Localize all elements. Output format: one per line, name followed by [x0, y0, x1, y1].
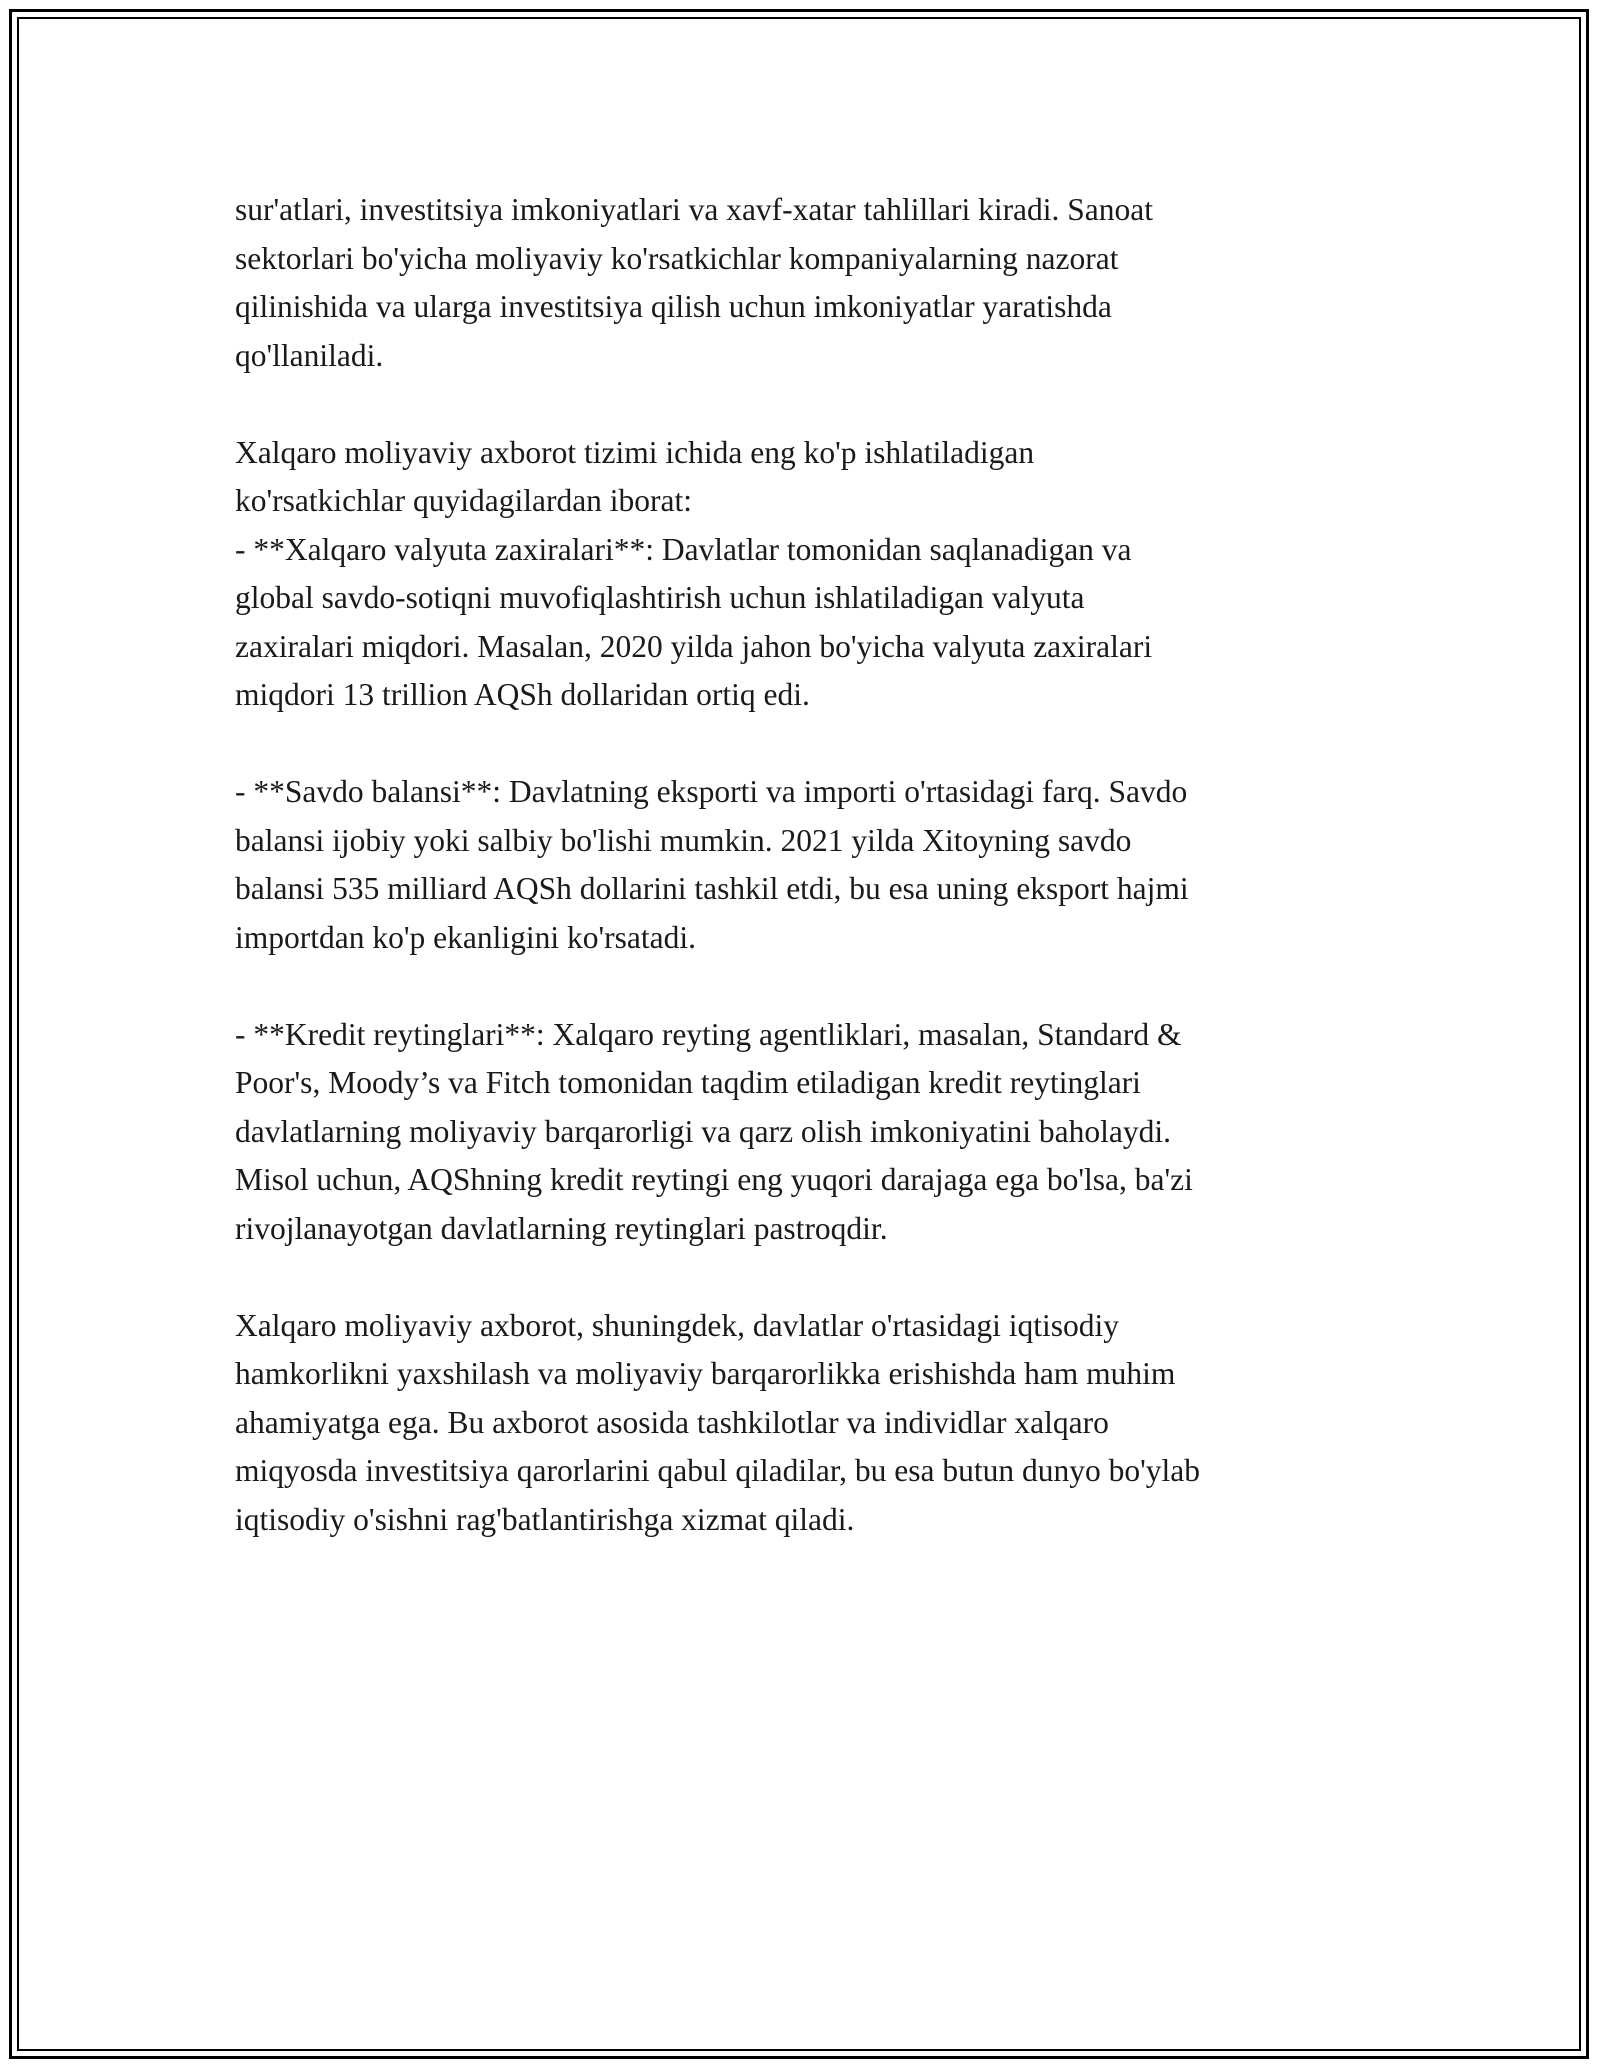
text-line: ko'rsatkichlar quyidagilardan iborat:	[235, 483, 693, 518]
text-line: - **Kredit reytinglari**: Xalqaro reyting agentliklari, masalan, Standard &	[235, 1016, 1182, 1052]
text-line: sur'atlari, investitsiya imkoniyatlari va xavf-xatar tahlillari kiradi. Sanoat	[235, 192, 1154, 227]
text-line: iqtisodiy o'sishni rag'batlantirishga xizmat qiladi.	[235, 1501, 855, 1537]
text-line: - **Xalqaro valyuta zaxiralari**: Davlatlar tomonidan saqlanadigan va	[235, 531, 1132, 567]
text-line: importdan ko'p ekanligini ko'rsatadi.	[235, 919, 697, 955]
text-line: zaxiralari miqdori. Masalan, 2020 yilda jahon bo'yicha valyuta zaxiralari	[235, 628, 1153, 664]
text-line: miqdori 13 trillion AQSh dollaridan ortiq edi.	[235, 677, 810, 712]
text-line: ahamiyatga ega. Bu axborot asosida tashkilotlar va individlar xalqaro	[235, 1404, 1109, 1440]
text-line: balansi 535 milliard AQSh dollarini tashkil etdi, bu esa uning eksport hajmi	[235, 871, 1189, 906]
document-body	[235, 186, 1385, 1593]
text-line: Misol uchun, AQShning kredit reytingi eng yuqori darajaga ega bo'lsa, ba'zi	[235, 1162, 1193, 1197]
text-line: balansi ijobiy yoki salbiy bo'lishi mumkin. 2021 yilda Xitoyning savdo	[235, 822, 1132, 858]
text-line: davlatlarning moliyaviy barqarorligi va qarz olish imkoniyatini baholaydi.	[235, 1113, 1172, 1149]
text-line: Xalqaro moliyaviy axborot, shuningdek, davlatlar o'rtasidagi iqtisodiy	[235, 1307, 1119, 1343]
text-line: miqyosda investitsiya qarorlarini qabul qiladilar, bu esa butun dunyo bo'ylab	[235, 1453, 1200, 1488]
text-line: Poor's, Moody’s va Fitch tomonidan taqdim etiladigan kredit reytinglari	[235, 1065, 1141, 1100]
text-line: sektorlari bo'yicha moliyaviy ko'rsatkichlar kompaniyalarning nazorat	[235, 240, 1119, 276]
text-line: - **Savdo balansi**: Davlatning eksporti va importi o'rtasidagi farq. Savdo	[235, 774, 1188, 809]
paragraph-conclusion	[235, 1302, 1385, 1545]
text-line: qilinishida va ularga investitsiya qilish uchun imkoniyatlar yaratishda	[235, 289, 1112, 324]
paragraph-indicators-currency-reserves	[235, 429, 1385, 720]
paragraph-trade-balance	[235, 768, 1385, 962]
text-line: hamkorlikni yaxshilash va moliyaviy barqarorlikka erishishda ham muhim	[235, 1356, 1176, 1391]
text-line: rivojlanayotgan davlatlarning reytinglari pastroqdir.	[235, 1210, 888, 1246]
paragraph-intro-continuation	[235, 186, 1385, 380]
text-line: qo'llaniladi.	[235, 337, 384, 373]
text-line: Xalqaro moliyaviy axborot tizimi ichida eng ko'p ishlatiladigan	[235, 434, 1035, 470]
paragraph-credit-ratings	[235, 1011, 1385, 1254]
text-line: global savdo-sotiqni muvofiqlashtirish uchun ishlatiladigan valyuta	[235, 580, 1085, 615]
